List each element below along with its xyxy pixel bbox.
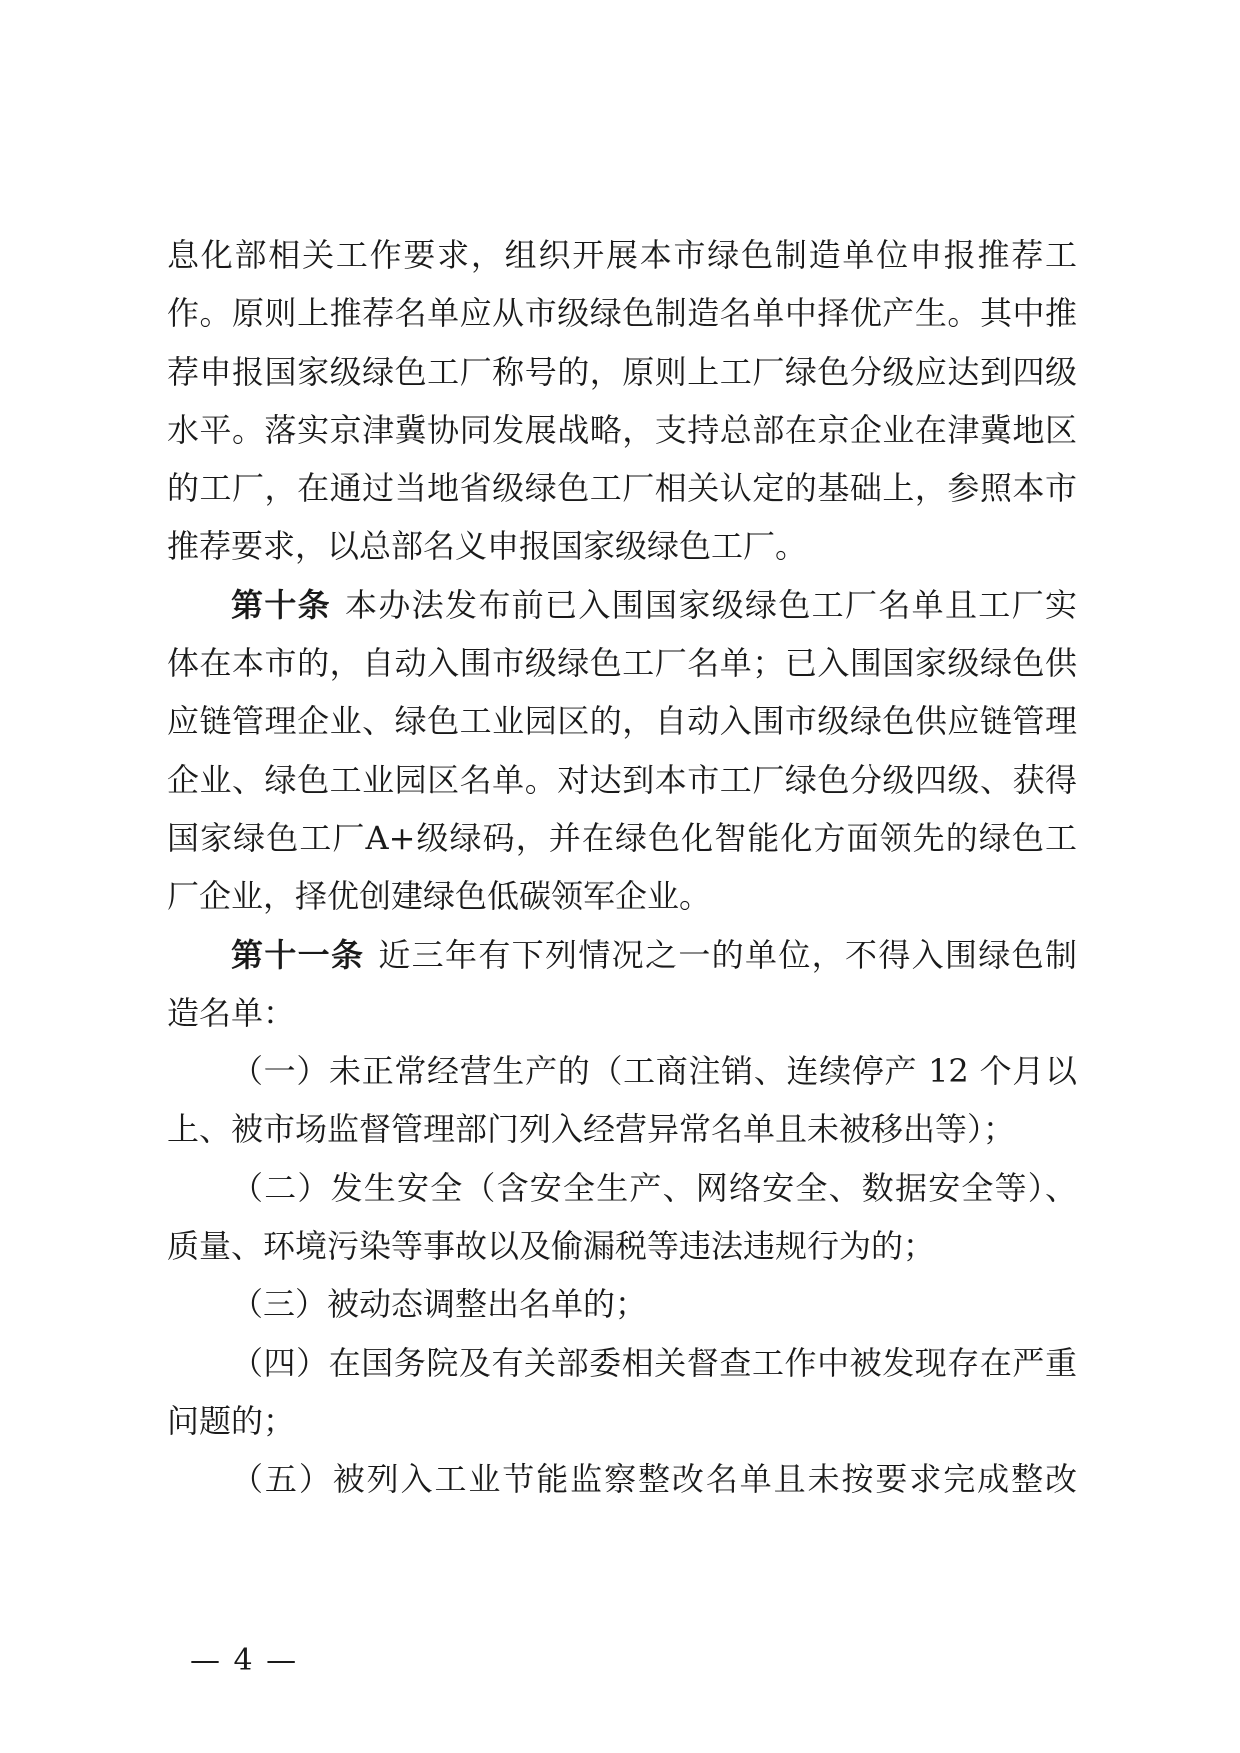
text-line: 作。原则上推荐名单应从市级绿色制造名单中择优产生。其中推 bbox=[167, 294, 1077, 333]
text-line: 问题的； bbox=[167, 1401, 296, 1440]
list-item-3: （三）被动态调整出名单的； bbox=[231, 1285, 648, 1324]
text-line: 息化部相关工作要求，组织开展本市绿色制造单位申报推荐工 bbox=[167, 236, 1077, 274]
text-line: 国家绿色工厂A+级绿码，并在绿色化智能化方面领先的绿色工 bbox=[167, 818, 1077, 857]
text-line: 荐申报国家级绿色工厂称号的，原则上工厂绿色分级应达到四级 bbox=[167, 352, 1077, 391]
list-item-5: （五）被列入工业节能监察整改名单且未按要求完成整改 bbox=[231, 1460, 1077, 1499]
body-text bbox=[167, 226, 1077, 1509]
list-item-1: （一）未正常经营生产的（工商注销、连续停产 12 个月以 bbox=[231, 1052, 1077, 1091]
text-line: 近三年有下列情况之一的单位，不得入围绿色制 bbox=[378, 935, 1077, 974]
list-item-4: （四）在国务院及有关部委相关督查工作中被发现存在严重 bbox=[231, 1343, 1077, 1382]
article-label: 第十条 bbox=[231, 585, 331, 624]
text-line: 企业、绿色工业园区名单。对达到本市工厂绿色分级四级、获得 bbox=[167, 760, 1077, 799]
text-line: 推荐要求，以总部名义申报国家级绿色工厂。 bbox=[167, 527, 808, 566]
text-line: 厂企业，择优创建绿色低碳领军企业。 bbox=[167, 877, 712, 916]
text-line: 体在本市的，自动入围市级绿色工厂名单；已入围国家级绿色供 bbox=[167, 644, 1077, 683]
text-line: 本办法发布前已入围国家级绿色工厂名单且工厂实 bbox=[345, 585, 1077, 624]
text-line: 质量、环境污染等事故以及偷漏税等违法违规行为的； bbox=[167, 1227, 936, 1266]
text-line: 水平。落实京津冀协同发展战略，支持总部在京企业在津冀地区 bbox=[167, 410, 1077, 449]
article-10-first-line bbox=[167, 576, 1077, 634]
page-number: — 4 — bbox=[190, 1643, 299, 1678]
text-line: 造名单： bbox=[167, 993, 296, 1032]
text-line: 的工厂，在通过当地省级绿色工厂相关认定的基础上，参照本市 bbox=[167, 469, 1077, 508]
text-line: 上、被市场监督管理部门列入经营异常名单且未被移出等）； bbox=[167, 1110, 1016, 1149]
article-label: 第十一条 bbox=[231, 935, 365, 974]
text-line: 应链管理企业、绿色工业园区的，自动入围市级绿色供应链管理 bbox=[167, 702, 1077, 741]
article-11-first-line bbox=[167, 926, 1077, 984]
list-item-2: （二）发生安全（含安全生产、网络安全、数据安全等）、 bbox=[231, 1168, 1077, 1207]
